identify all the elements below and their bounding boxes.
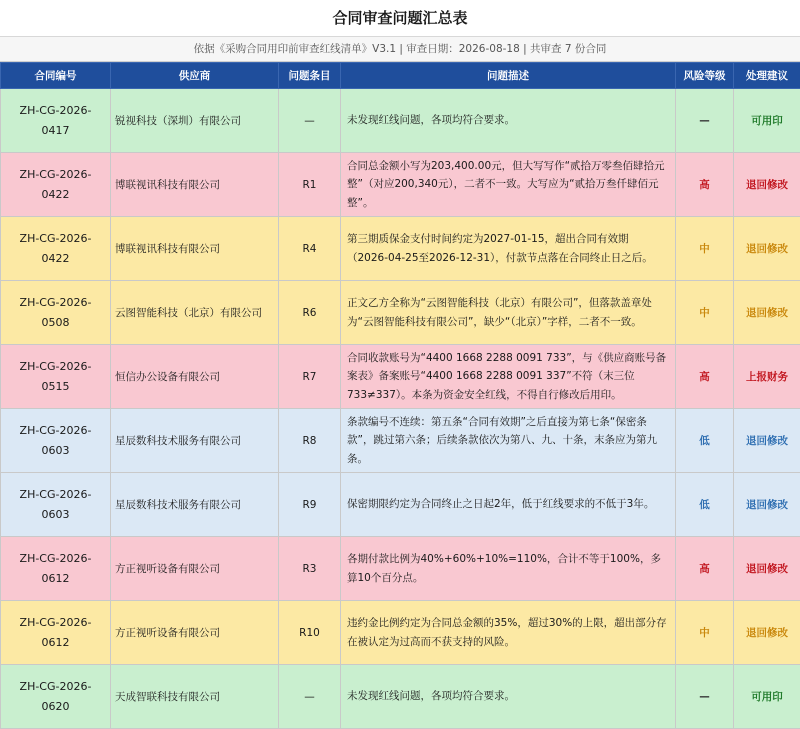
issue-desc-cell: [341, 281, 676, 345]
code-prefix: ZH-CG-2026-: [20, 360, 92, 373]
risk-cell: 低: [676, 409, 734, 473]
issue-desc-cell: [341, 89, 676, 153]
action-cell: 退回修改: [734, 537, 800, 601]
vendor-cell: 博联视讯科技有限公司: [111, 153, 279, 217]
code-suffix: 0417: [42, 124, 70, 137]
table-row: [1, 89, 800, 153]
header-action: 处理建议: [734, 63, 800, 89]
table-row: [1, 665, 800, 729]
issue-desc-cell: [341, 345, 676, 409]
contract-code: [1, 345, 111, 409]
issue-desc-text: 违约金比例约定为合同总金额的35%，超过30%的上限，超出部分存在被认定为过高而不获支持的风险。: [347, 614, 669, 651]
table-row: [1, 153, 800, 217]
table-row: [1, 601, 800, 665]
issue-desc-text: 保密期限约定为合同终止之日起2年，低于红线要求的不低于3年。: [347, 495, 669, 514]
contract-code: [1, 473, 111, 537]
issue-desc-text: 未发现红线问题，各项均符合要求。: [347, 111, 669, 130]
issue-desc-text: 第三期质保金支付时间约定为2027-01-15，超出合同有效期（2026-04-25至2026-12-31），付款节点落在合同终止日之后。: [347, 230, 669, 267]
issue-item-cell: —: [279, 89, 341, 153]
contract-code: [1, 601, 111, 665]
contract-code: [1, 537, 111, 601]
risk-cell: 高: [676, 537, 734, 601]
page-title: 合同审查问题汇总表: [0, 0, 800, 37]
contract-code: [1, 217, 111, 281]
issue-desc-cell: [341, 153, 676, 217]
code-suffix: 0422: [42, 188, 70, 201]
issue-item-cell: R10: [279, 601, 341, 665]
table-row: [1, 473, 800, 537]
code-prefix: ZH-CG-2026-: [20, 232, 92, 245]
vendor-cell: 方正视听设备有限公司: [111, 537, 279, 601]
header-risk-level: 风险等级: [676, 63, 734, 89]
action-cell: 退回修改: [734, 217, 800, 281]
vendor-cell: 星辰数科技术服务有限公司: [111, 473, 279, 537]
issue-item-cell: R1: [279, 153, 341, 217]
issue-item-cell: R6: [279, 281, 341, 345]
header-issue-desc: 问题描述: [341, 63, 676, 89]
vendor-cell: 天成智联科技有限公司: [111, 665, 279, 729]
issue-item-cell: —: [279, 665, 341, 729]
issue-desc-cell: [341, 473, 676, 537]
review-table: [0, 62, 800, 729]
issue-desc-text: 各期付款比例为40%+60%+10%=110%，合计不等于100%，多算10个百分点。: [347, 550, 669, 587]
risk-cell: 低: [676, 473, 734, 537]
contract-code: [1, 89, 111, 153]
issue-desc-cell: [341, 601, 676, 665]
vendor-cell: 博联视讯科技有限公司: [111, 217, 279, 281]
code-suffix: 0612: [42, 636, 70, 649]
header-vendor: 供应商: [111, 63, 279, 89]
vendor-cell: 方正视听设备有限公司: [111, 601, 279, 665]
action-cell: 退回修改: [734, 281, 800, 345]
risk-cell: 高: [676, 153, 734, 217]
issue-item-cell: R7: [279, 345, 341, 409]
risk-cell: 中: [676, 281, 734, 345]
action-cell: 退回修改: [734, 473, 800, 537]
table-header-row: [1, 63, 800, 89]
action-cell: 可用印: [734, 89, 800, 153]
code-suffix: 0620: [42, 700, 70, 713]
issue-desc-cell: [341, 409, 676, 473]
code-prefix: ZH-CG-2026-: [20, 552, 92, 565]
action-cell: 退回修改: [734, 601, 800, 665]
header-contract-code: 合同编号: [1, 63, 111, 89]
vendor-cell: 恒信办公设备有限公司: [111, 345, 279, 409]
table-row: [1, 345, 800, 409]
issue-desc-cell: [341, 537, 676, 601]
header-issue-item: 问题条目: [279, 63, 341, 89]
vendor-cell: 星辰数科技术服务有限公司: [111, 409, 279, 473]
issue-desc-cell: [341, 217, 676, 281]
issue-desc-text: 正文乙方全称为“云图智能科技（北京）有限公司”，但落款盖章处为“云图智能科技有限公司”，缺少“（北京）”字样，二者不一致。: [347, 294, 669, 331]
risk-cell: —: [676, 665, 734, 729]
contract-code: [1, 281, 111, 345]
table-row: [1, 537, 800, 601]
code-suffix: 0515: [42, 380, 70, 393]
risk-cell: 中: [676, 601, 734, 665]
table-row: [1, 217, 800, 281]
table-row: [1, 409, 800, 473]
contract-code: [1, 153, 111, 217]
risk-cell: —: [676, 89, 734, 153]
issue-desc-text: 条款编号不连续：第五条“合同有效期”之后直接为第七条“保密条款”，跳过第六条；后续条款依次为第八、九、十条，末条应为第九条。: [347, 413, 669, 469]
code-prefix: ZH-CG-2026-: [20, 104, 92, 117]
risk-cell: 高: [676, 345, 734, 409]
code-suffix: 0603: [42, 444, 70, 457]
action-cell: 可用印: [734, 665, 800, 729]
contract-code: [1, 409, 111, 473]
code-suffix: 0422: [42, 252, 70, 265]
code-suffix: 0508: [42, 316, 70, 329]
issue-item-cell: R3: [279, 537, 341, 601]
page-subtitle: 依据《采购合同用印前审查红线清单》V3.1 | 审查日期：2026-08-18 | 共审查 7 份合同: [0, 37, 800, 62]
code-prefix: ZH-CG-2026-: [20, 488, 92, 501]
code-suffix: 0603: [42, 508, 70, 521]
code-suffix: 0612: [42, 572, 70, 585]
code-prefix: ZH-CG-2026-: [20, 168, 92, 181]
vendor-cell: 云图智能科技（北京）有限公司: [111, 281, 279, 345]
issue-desc-text: 未发现红线问题，各项均符合要求。: [347, 687, 669, 706]
code-prefix: ZH-CG-2026-: [20, 424, 92, 437]
contract-code: [1, 665, 111, 729]
action-cell: 退回修改: [734, 153, 800, 217]
action-cell: 退回修改: [734, 409, 800, 473]
code-prefix: ZH-CG-2026-: [20, 296, 92, 309]
action-cell: 上报财务: [734, 345, 800, 409]
risk-cell: 中: [676, 217, 734, 281]
issue-item-cell: R9: [279, 473, 341, 537]
issue-desc-cell: [341, 665, 676, 729]
issue-desc-text: 合同总金额小写为203,400.00元，但大写写作“贰拾万零叁佰肆拾元整”（对应200,340元），二者不一致。大写应为“贰拾万叁仟肆佰元整”。: [347, 157, 669, 213]
code-prefix: ZH-CG-2026-: [20, 680, 92, 693]
issue-item-cell: R8: [279, 409, 341, 473]
vendor-cell: 锐视科技（深圳）有限公司: [111, 89, 279, 153]
table-row: [1, 281, 800, 345]
issue-desc-text: 合同收款账号为“4400 1668 2288 0091 733”，与《供应商账号备案表》备案账号“4400 1668 2288 0091 337”不符（末三位733≠337）。本条为资金安全红线，不得自行修改后用印。: [347, 349, 669, 405]
issue-item-cell: R4: [279, 217, 341, 281]
code-prefix: ZH-CG-2026-: [20, 616, 92, 629]
